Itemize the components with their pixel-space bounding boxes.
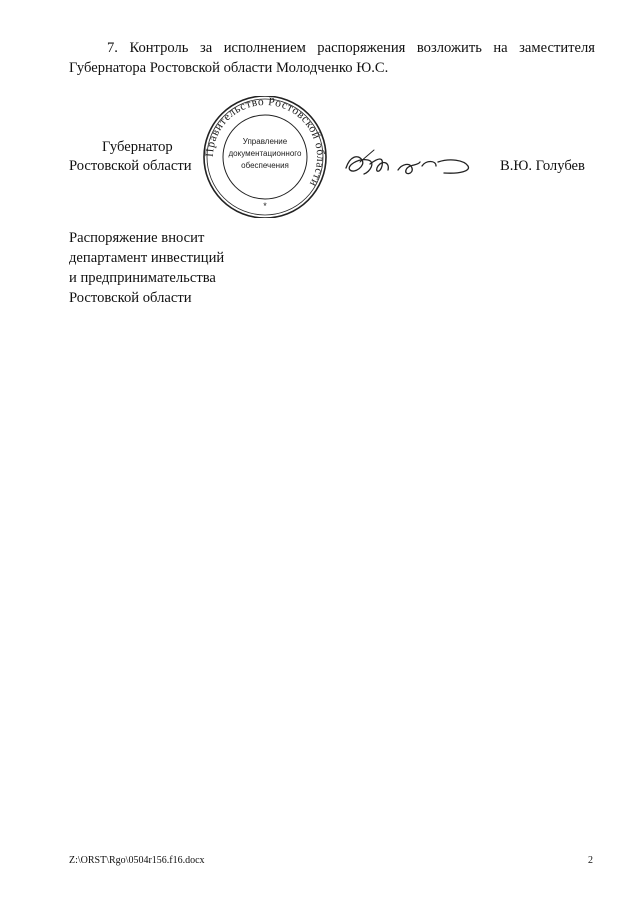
signature-stroke-3	[438, 160, 468, 173]
position-line-2: Ростовской области	[69, 158, 192, 174]
signature-stroke-1	[346, 157, 388, 174]
seal-inner-line-1: Управление	[242, 137, 288, 146]
signature-block	[0, 96, 640, 216]
seal-inner-line-3: обеспечения	[241, 161, 289, 170]
note-line-1: Распоряжение вносит	[69, 230, 205, 246]
paragraph-line-1: 7. Контроль за исполнением распоряжения возложить на заместителя	[107, 40, 595, 56]
note-line-4: Ростовской области	[69, 290, 192, 306]
official-seal	[201, 96, 329, 218]
page-number: 2	[588, 855, 593, 866]
position-line-1: Губернатор	[102, 139, 173, 155]
control-paragraph	[69, 38, 595, 78]
handwritten-signature	[340, 144, 480, 184]
paragraph-line-2: Губернатора Ростовской области Молодченко Ю.С.	[69, 60, 389, 76]
seal-inner-line-2: документационного	[228, 149, 302, 158]
note-line-3: и предпринимательства	[69, 270, 216, 286]
seal-outer-text: Правительство Ростовской области	[203, 96, 327, 189]
footer-file-path: Z:\ORST\Rgo\0504r156.f16.docx	[69, 855, 205, 866]
submitter-note	[69, 228, 309, 308]
signature-stroke-2	[398, 162, 436, 174]
signer-name: В.Ю. Голубев	[500, 158, 585, 174]
seal-bottom-star: *	[263, 201, 267, 211]
note-line-2: департамент инвестиций	[69, 250, 225, 266]
signatory-position	[69, 138, 209, 176]
